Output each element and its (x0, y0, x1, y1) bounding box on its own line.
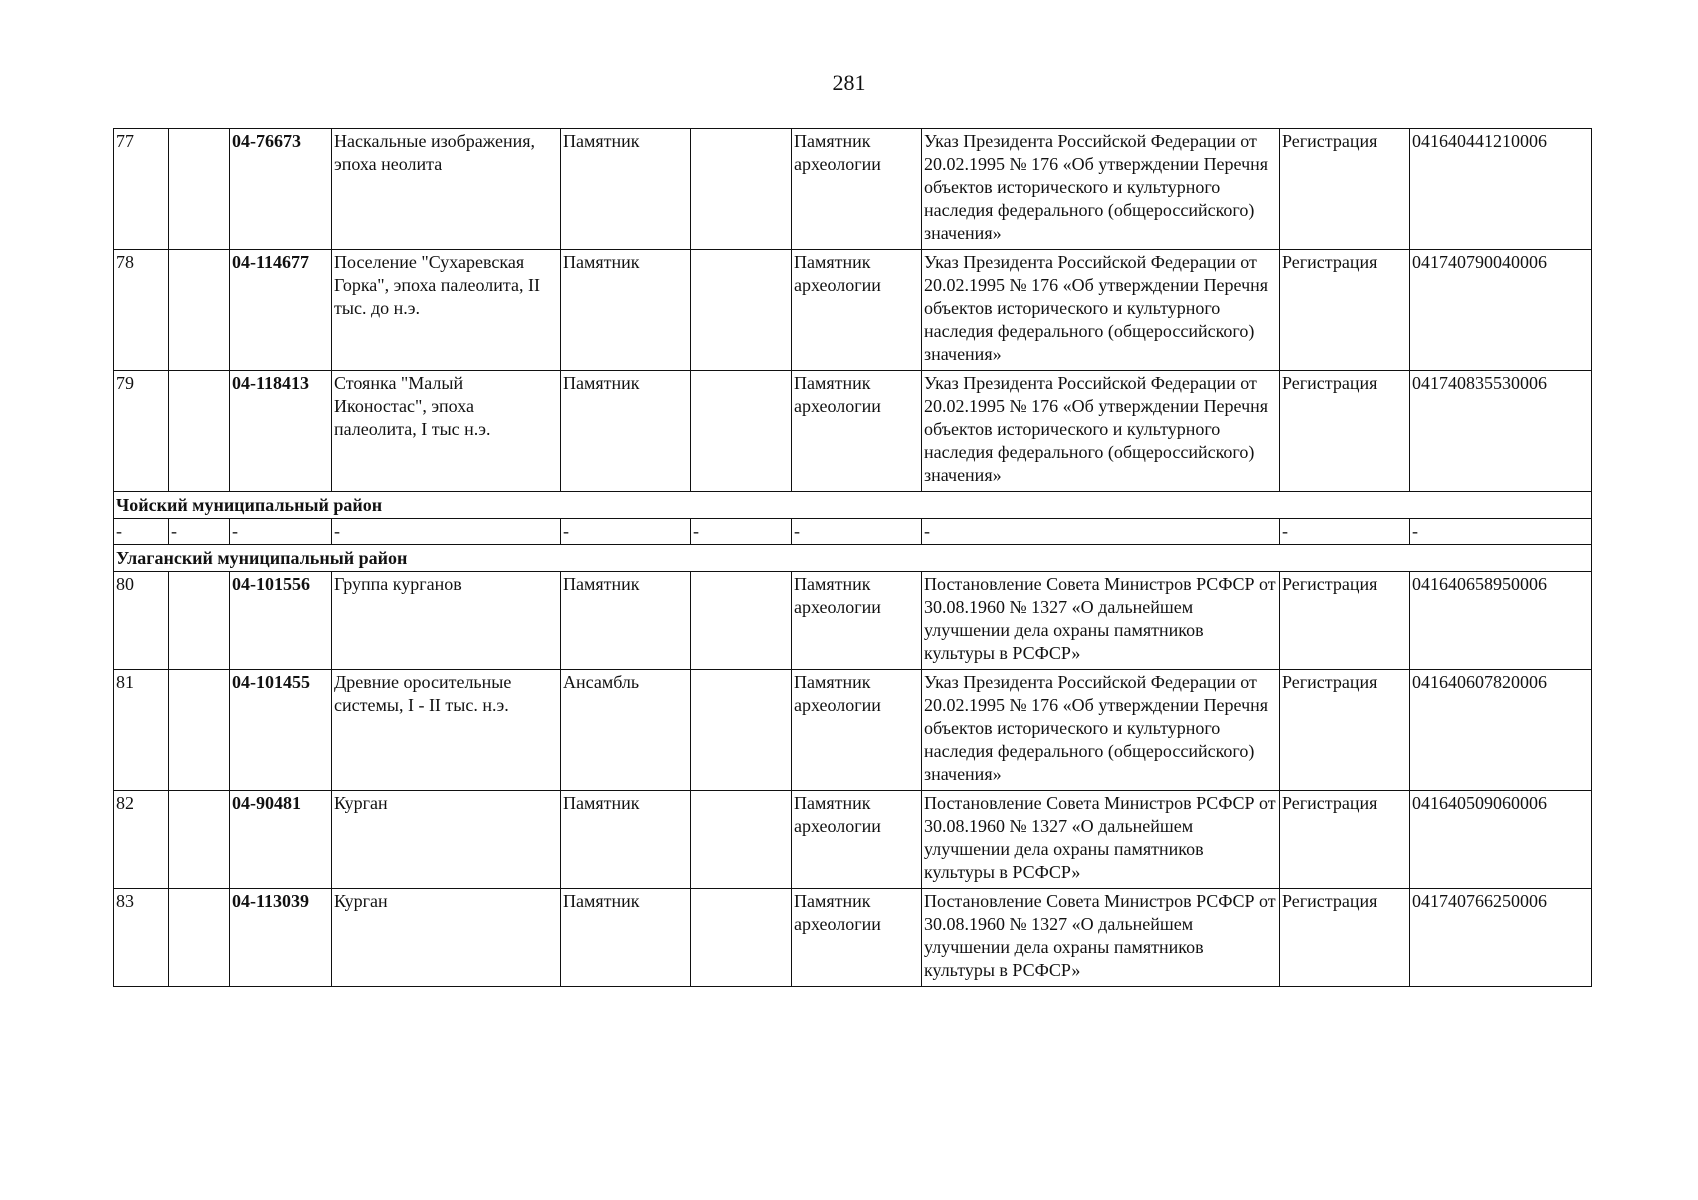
dash-cell: - (230, 519, 332, 545)
table-row (114, 889, 1592, 987)
object-category: Памятник археологии (792, 791, 922, 889)
dash-cell: - (169, 519, 230, 545)
empty-cell (169, 129, 230, 250)
heritage-registry-table (113, 128, 1592, 987)
section-title: Чойский муниципальный район (114, 492, 1592, 519)
object-name: Стоянка "Малый Иконостас", эпоха палеолита, I тыс н.э. (332, 371, 561, 492)
dash-cell: - (1280, 519, 1410, 545)
table-row (114, 572, 1592, 670)
legal-document: Постановление Совета Министров РСФСР от 30.08.1960 № 1327 «О дальнейшем улучшении дела охраны памятников культуры в РСФСР» (922, 791, 1280, 889)
table-row (114, 250, 1592, 371)
object-category: Памятник археологии (792, 889, 922, 987)
object-kind: Памятник (561, 889, 691, 987)
registration-status: Регистрация (1280, 889, 1410, 987)
legal-document: Указ Президента Российской Федерации от 20.02.1995 № 176 «Об утверждении Перечня объектов исторического и культурного наследия федерального (общероссийского) значения» (922, 129, 1280, 250)
dash-cell: - (561, 519, 691, 545)
registration-number: 041640607820006 (1410, 670, 1592, 791)
dash-cell: - (332, 519, 561, 545)
row-number: 82 (114, 791, 169, 889)
object-code: 04-114677 (230, 250, 332, 371)
object-name: Древние оросительные системы, I - II тыс. н.э. (332, 670, 561, 791)
dash-cell: - (1410, 519, 1592, 545)
object-name: Поселение "Сухаревская Горка", эпоха палеолита, II тыс. до н.э. (332, 250, 561, 371)
object-code: 04-113039 (230, 889, 332, 987)
empty-cell (169, 371, 230, 492)
object-kind: Памятник (561, 129, 691, 250)
table-row (114, 791, 1592, 889)
registration-number: 041740790040006 (1410, 250, 1592, 371)
table-row (114, 371, 1592, 492)
empty-cell (691, 670, 792, 791)
registration-number: 041640658950006 (1410, 572, 1592, 670)
legal-document: Указ Президента Российской Федерации от 20.02.1995 № 176 «Об утверждении Перечня объектов исторического и культурного наследия федерального (общероссийского) значения» (922, 371, 1280, 492)
registration-status: Регистрация (1280, 791, 1410, 889)
object-code: 04-101455 (230, 670, 332, 791)
empty-cell (169, 670, 230, 791)
object-code: 04-118413 (230, 371, 332, 492)
registration-status: Регистрация (1280, 371, 1410, 492)
empty-cell (169, 791, 230, 889)
row-number: 81 (114, 670, 169, 791)
empty-cell (691, 791, 792, 889)
row-number: 77 (114, 129, 169, 250)
object-category: Памятник археологии (792, 572, 922, 670)
registration-status: Регистрация (1280, 670, 1410, 791)
row-number: 83 (114, 889, 169, 987)
empty-cell (169, 572, 230, 670)
section-header-row (114, 545, 1592, 572)
object-name: Наскальные изображения, эпоха неолита (332, 129, 561, 250)
row-number: 80 (114, 572, 169, 670)
row-number: 78 (114, 250, 169, 371)
dash-cell: - (922, 519, 1280, 545)
object-kind: Памятник (561, 572, 691, 670)
registration-number: 041640509060006 (1410, 791, 1592, 889)
legal-document: Постановление Совета Министров РСФСР от 30.08.1960 № 1327 «О дальнейшем улучшении дела охраны памятников культуры в РСФСР» (922, 572, 1280, 670)
empty-cell (691, 572, 792, 670)
object-kind: Ансамбль (561, 670, 691, 791)
empty-cell (691, 250, 792, 371)
object-code: 04-90481 (230, 791, 332, 889)
object-kind: Памятник (561, 791, 691, 889)
empty-cell (691, 129, 792, 250)
object-category: Памятник археологии (792, 371, 922, 492)
dash-cell: - (691, 519, 792, 545)
section-title: Улаганский муниципальный район (114, 545, 1592, 572)
object-name: Курган (332, 791, 561, 889)
object-category: Памятник археологии (792, 670, 922, 791)
legal-document: Указ Президента Российской Федерации от 20.02.1995 № 176 «Об утверждении Перечня объектов исторического и культурного наследия федерального (общероссийского) значения» (922, 250, 1280, 371)
registration-status: Регистрация (1280, 250, 1410, 371)
object-kind: Памятник (561, 250, 691, 371)
registration-status: Регистрация (1280, 572, 1410, 670)
legal-document: Указ Президента Российской Федерации от 20.02.1995 № 176 «Об утверждении Перечня объектов исторического и культурного наследия федерального (общероссийского) значения» (922, 670, 1280, 791)
object-code: 04-101556 (230, 572, 332, 670)
registration-number: 041740835530006 (1410, 371, 1592, 492)
dash-cell: - (114, 519, 169, 545)
section-header-row (114, 492, 1592, 519)
page-number: 281 (832, 70, 866, 95)
object-name: Группа курганов (332, 572, 561, 670)
table-row (114, 129, 1592, 250)
registration-number: 041640441210006 (1410, 129, 1592, 250)
empty-cell (691, 889, 792, 987)
object-category: Памятник археологии (792, 129, 922, 250)
registration-status: Регистрация (1280, 129, 1410, 250)
object-kind: Памятник (561, 371, 691, 492)
empty-cell (169, 250, 230, 371)
empty-cell (169, 889, 230, 987)
object-name: Курган (332, 889, 561, 987)
dash-cell: - (792, 519, 922, 545)
row-number: 79 (114, 371, 169, 492)
registration-number: 041740766250006 (1410, 889, 1592, 987)
table-row-empty (114, 519, 1592, 545)
table-row (114, 670, 1592, 791)
object-category: Памятник археологии (792, 250, 922, 371)
legal-document: Постановление Совета Министров РСФСР от 30.08.1960 № 1327 «О дальнейшем улучшении дела охраны памятников культуры в РСФСР» (922, 889, 1280, 987)
object-code: 04-76673 (230, 129, 332, 250)
empty-cell (691, 371, 792, 492)
